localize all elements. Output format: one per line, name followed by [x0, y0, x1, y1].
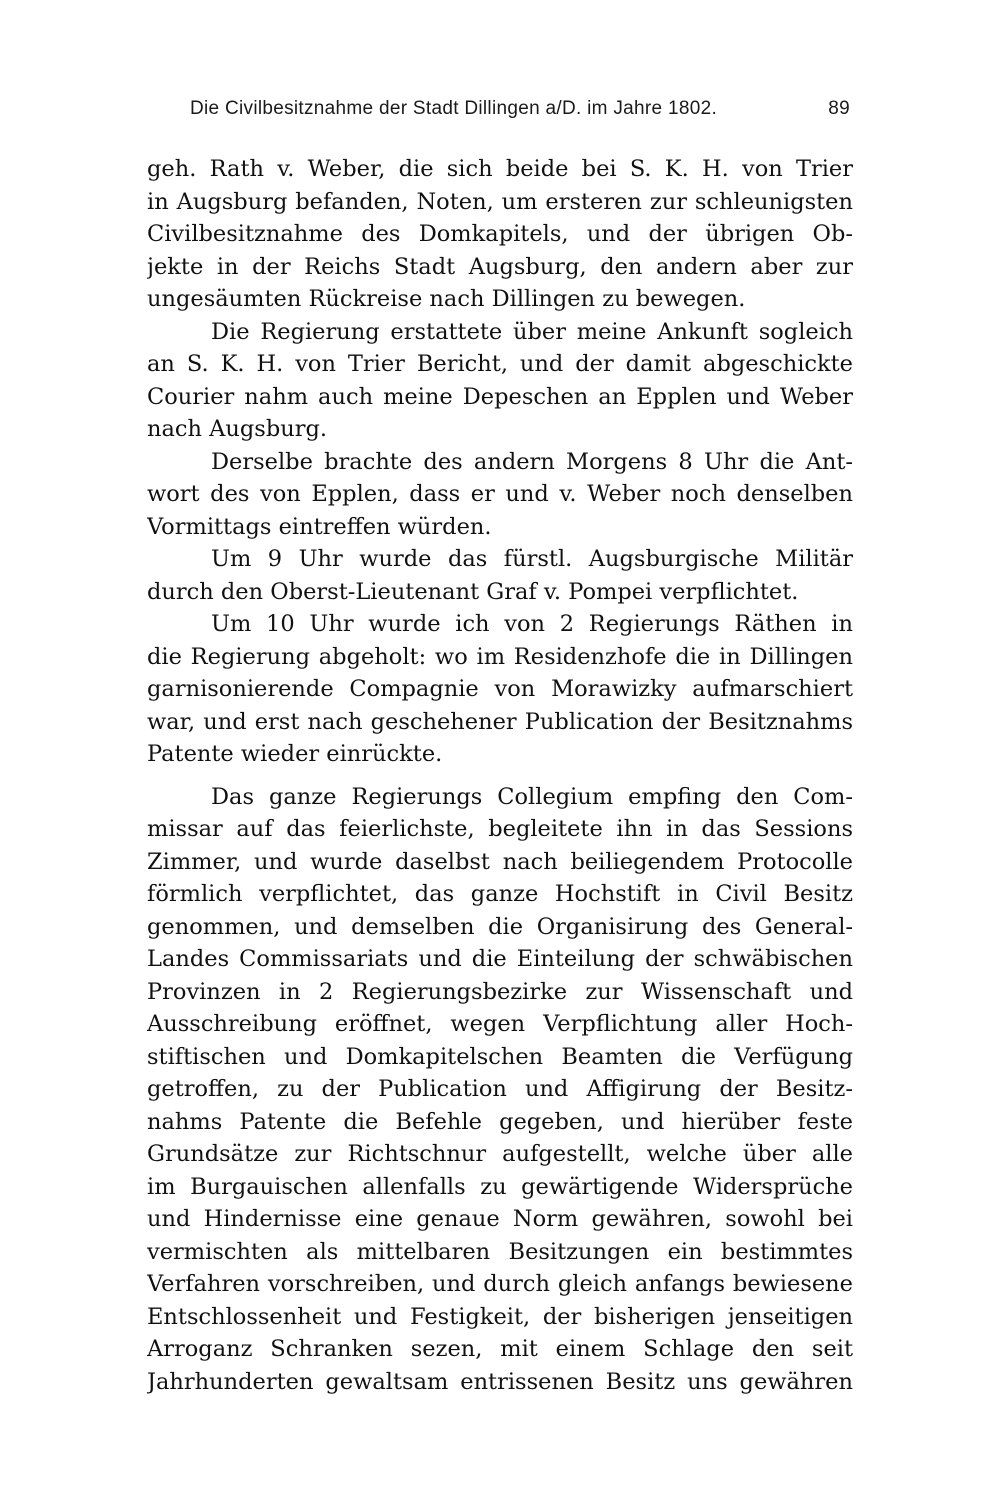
text-line: Provinzen in 2 Regierungsbezirke zur Wissenschaft und: [147, 978, 853, 1005]
text-line: Arroganz Schranken sezen, mit einem Schlage den seit: [147, 1336, 853, 1362]
text-line: wort des von Epplen, dass er und v. Weber noch denselben: [147, 481, 853, 507]
text-line: nahms Patente die Befehle gegeben, und hierüber feste: [147, 1108, 853, 1135]
running-title: Die Civilbesitznahme der Stadt Dillingen a/D. im Jahre 1802.: [190, 98, 718, 119]
text-line: missar auf das feierlichste, begleitete ihn in das Sessions: [147, 816, 853, 842]
text-line: stiftischen und Domkapitelschen Beamten die Verfügung: [147, 1043, 853, 1070]
paragraph: [147, 543, 853, 608]
running-header: [190, 98, 850, 126]
text-line: Derselbe brachte des andern Morgens 8 Uhr die Ant-: [211, 448, 853, 475]
paragraph: [147, 781, 853, 1399]
text-line: jekte in der Reichs Stadt Augsburg, den andern aber zur: [147, 253, 853, 280]
text-line: nach Augsburg.: [147, 416, 328, 442]
text-line: Das ganze Regierungs Collegium empfing den Com-: [211, 783, 853, 810]
paragraph: [147, 608, 853, 771]
text-line: getroffen, zu der Publication und Affigirung der Besitz-: [147, 1076, 853, 1102]
text-line: Zimmer, und wurde daselbst nach beiliegendem Protocolle: [147, 848, 853, 875]
text-line: Um 10 Uhr wurde ich von 2 Regierungs Räthen in: [211, 611, 853, 637]
text-line: Verfahren vorschreiben, und durch gleich anfangs bewiesene: [147, 1271, 853, 1297]
text-line: förmlich verpflichtet, das ganze Hochstift in Civil Besitz: [147, 881, 853, 907]
text-line: Ausschreibung eröffnet, wegen Verpflichtung aller Hoch-: [147, 1011, 853, 1037]
text-line: Landes Commissariats und die Einteilung der schwäbischen: [147, 946, 853, 972]
text-line: geh. Rath v. Weber, die sich beide bei S. K. H. von Trier: [147, 156, 853, 182]
text-line: die Regierung abgeholt: wo im Residenzhofe die in Dillingen: [147, 643, 853, 670]
paragraph: [147, 316, 853, 446]
text-line: Civilbesitznahme des Domkapitels, und der übrigen Ob-: [147, 221, 853, 247]
text-line: vermischten als mittelbaren Besitzungen ein bestimmtes: [147, 1238, 853, 1265]
text-line: war, und erst nach geschehener Publication der Besitznahms: [147, 708, 853, 735]
text-line: garnisonierende Compagnie von Morawizky aufmarschiert: [147, 676, 853, 702]
text-line: in Augsburg befanden, Noten, um ersteren zur schleunigsten: [147, 188, 853, 215]
body-text: [147, 153, 853, 1398]
text-line: Jahrhunderten gewaltsam entrissenen Besitz uns gewähren: [147, 1368, 853, 1395]
text-line: Grundsätze zur Richtschnur aufgestellt, welche über alle: [147, 1141, 853, 1167]
paragraph: [147, 153, 853, 316]
text-line: an S. K. H. von Trier Bericht, und der damit abgeschickte: [147, 351, 853, 377]
text-line: Entschlossenheit und Festigkeit, der bisherigen jenseitigen: [147, 1303, 853, 1330]
text-line: Patente wieder einrückte.: [147, 741, 443, 767]
text-line: genommen, und demselben die Organisirung des General-: [147, 913, 853, 940]
text-line: im Burgauischen allenfalls zu gewärtigende Widersprüche: [147, 1173, 853, 1200]
text-line: durch den Oberst-Lieutenant Graf v. Pompei verpflichtet.: [147, 578, 799, 605]
page-number: 89: [828, 98, 850, 119]
text-line: ungesäumten Rückreise nach Dillingen zu bewegen.: [147, 286, 746, 312]
text-line: Vormittags eintreffen würden.: [147, 513, 492, 540]
paragraph: [147, 446, 853, 544]
paragraph-spacer: [147, 771, 853, 781]
text-line: Um 9 Uhr wurde das fürstl. Augsburgische Militär: [211, 546, 853, 572]
text-line: Die Regierung erstattete über meine Ankunft sogleich: [211, 318, 853, 345]
text-line: und Hindernisse eine genaue Norm gewähren, sowohl bei: [147, 1206, 853, 1232]
text-line: Courier nahm auch meine Depeschen an Epplen und Weber: [147, 383, 853, 410]
